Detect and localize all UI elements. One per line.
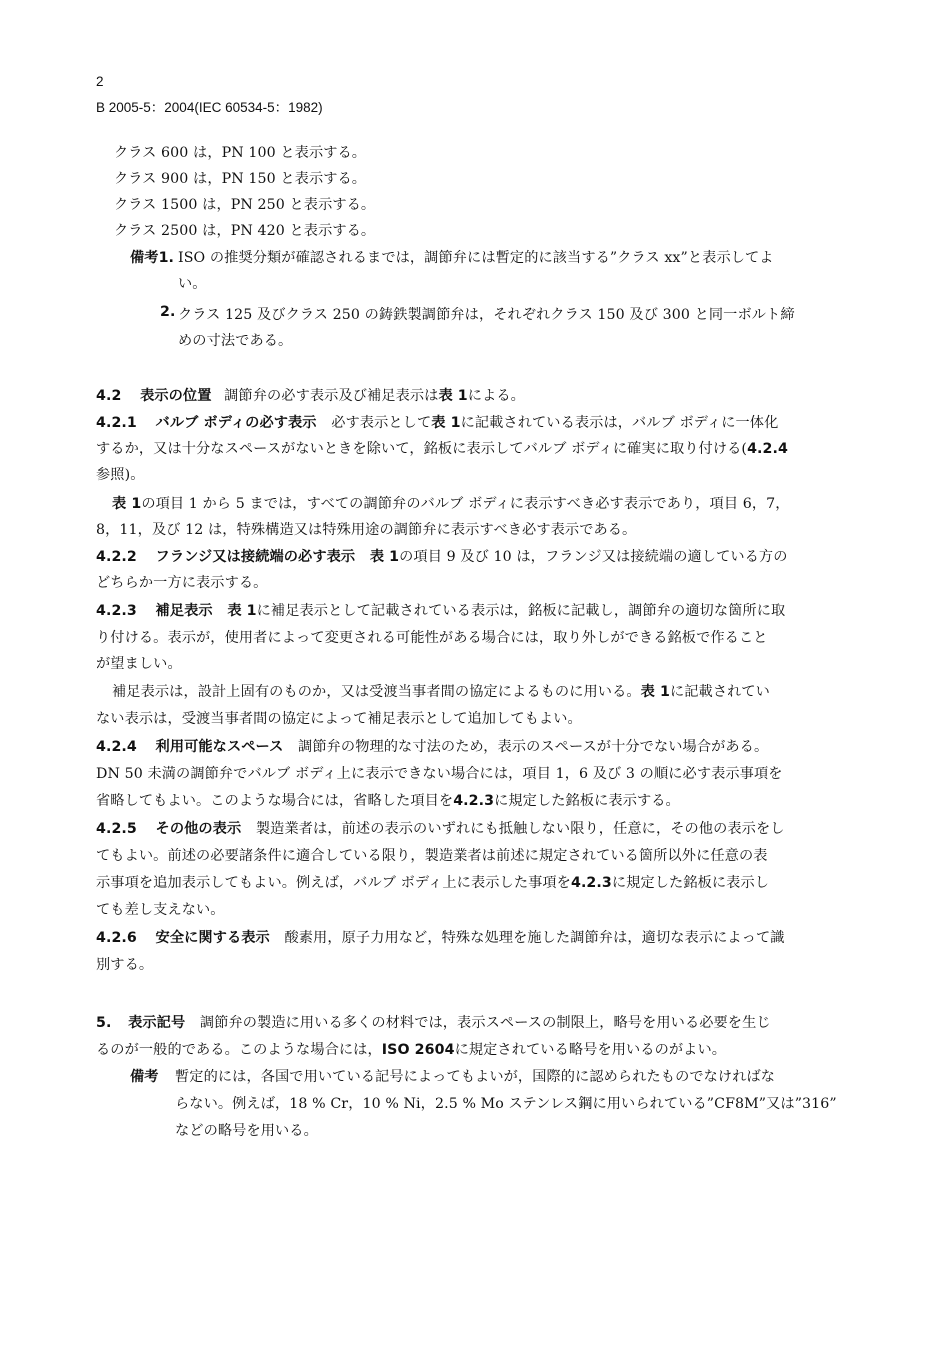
section-text: 省略してもよい。このような場合には，省略した項目を: [96, 793, 454, 809]
section-text: 示事項を追加表示してもよい。例えば，バルブ ボディ上に表示した事項を: [96, 875, 571, 891]
section-title: バルブ ボディの必す表示: [155, 415, 317, 431]
remark-text-4: めの寸法である。: [178, 333, 293, 349]
section-title: 表示記号: [128, 1015, 186, 1031]
section-4-2-1: [96, 412, 778, 432]
section-4-2-6-line2: 別する。: [96, 957, 154, 973]
section-5-line2: [96, 1039, 726, 1059]
section-text: 必す表示として: [331, 415, 432, 431]
class-line: クラス 1500 は，PN 250 と表示する。: [114, 197, 376, 213]
section-text: に補足表示として記載されている表示は，銘板に記載し，調節弁の適切な箇所に取: [256, 603, 786, 619]
section-number: 4.2: [96, 388, 122, 404]
section-4-2-3-para2-line2: ない表示は，受渡当事者間の協定によって補足表示として追加してもよい。: [96, 711, 582, 727]
section-number: 4.2.6: [96, 930, 137, 946]
section-text: 補足表示は，設計上固有のものか，又は受渡当事者間の協定によるものに用いる。: [112, 684, 641, 700]
section-4-2: [96, 385, 525, 405]
clause-ref: 4.2.3: [570, 875, 612, 891]
section-4-2-3: [96, 600, 785, 620]
class-line: クラス 900 は，PN 150 と表示する。: [114, 171, 367, 187]
remark-text-3: などの略号を用いる。: [175, 1123, 318, 1139]
table-ref: 表 1: [112, 496, 142, 512]
section-title: その他の表示: [155, 821, 242, 837]
remark-label: 備考1.: [130, 250, 175, 266]
class-line: クラス 2500 は，PN 420 と表示する。: [114, 223, 376, 239]
section-text: 調節弁の製造に用いる多くの材料では，表示スペースの制限上，略号を用いる必要を生じ: [199, 1015, 771, 1031]
remark-text-2: らない。例えば，18 % Cr，10 % Ni，2.5 % Mo ステンレス鋼に用いられている”CF8M”又は”316”: [175, 1096, 837, 1112]
section-title: 安全に関する表示: [155, 930, 270, 946]
section-text: に規定した銘板に表示し: [611, 875, 770, 891]
remark-label: 備考: [130, 1069, 159, 1085]
section-4-2-3-line3: が望ましい。: [96, 656, 182, 672]
section-title: フランジ又は接続端の必す表示: [155, 549, 356, 565]
section-4-2-2-line2: どちらか一方に表示する。: [96, 575, 268, 591]
section-4-2-6: [96, 927, 785, 947]
section-title: 表示の位置: [140, 388, 212, 404]
page-number: 2: [96, 74, 104, 89]
section-text: 酸素用，原子力用など，特殊な処理を施した調節弁は，適切な表示によって識: [284, 930, 785, 946]
section-4-2-4-line2: DN 50 未満の調節弁でバルブ ボディ上に表示できない場合には，項目 1，6 及び 3 の順に必す表示事項を: [96, 766, 783, 782]
section-number: 4.2.5: [96, 821, 137, 837]
section-text: に記載されている表示は，バルブ ボディに一体化: [460, 415, 779, 431]
section-4-2-1-para2: [112, 493, 790, 513]
standard-id: B 2005-5：2004(IEC 60534-5：1982): [96, 100, 323, 115]
remark-label-2: 2.: [160, 304, 176, 320]
section-title: 利用可能なスペース: [155, 739, 284, 755]
section-4-2-4-line3: [96, 790, 680, 810]
remark-text-3: クラス 125 及びクラス 250 の鋳鉄製調節弁は，それぞれクラス 150 及び 300 と同一ボルト締: [178, 307, 795, 323]
section-text: の項目 9 及び 10 は，フランジ又は接続端の適している方の: [399, 549, 788, 565]
section-text: 製造業者は，前述の表示のいずれにも抵触しない限り，任意に，その他の表示をし: [255, 821, 785, 837]
section-text: 調節弁の必す表示及び補足表示は: [224, 388, 439, 404]
section-text: による。: [467, 388, 525, 404]
iso-ref: ISO 2604: [381, 1042, 455, 1058]
remark-text-1: ISO の推奨分類が確認されるまでは，調節弁には暫定的に該当する”クラス xx”と表示してよ: [178, 250, 774, 266]
clause-ref: 4.2.4: [747, 441, 788, 457]
section-text: るのが一般的である。このような場合には，: [96, 1042, 382, 1058]
section-4-2-3-line2: り付ける。表示が，使用者によって変更される可能性がある場合には，取り外しができる銘板で作ること: [96, 630, 768, 646]
section-text: に規定した銘板に表示する。: [494, 793, 680, 809]
table-ref: 表 1: [438, 388, 468, 404]
table-ref: 表 1: [640, 684, 670, 700]
section-number: 4.2.3: [96, 603, 137, 619]
section-4-2-3-para2: [112, 681, 770, 701]
section-text: 調節弁の物理的な寸法のため，表示のスペースが十分でない場合がある。: [298, 739, 769, 755]
section-4-2-1-line3: 参照)。: [96, 467, 145, 483]
section-number: 4.2.2: [96, 549, 137, 565]
section-text: に記載されてい: [669, 684, 770, 700]
section-text: の項目 1 から 5 までは，すべての調節弁のバルブ ボディに表示すべき必す表示であり，項目 6，7，: [141, 496, 790, 512]
section-title: 補足表示: [155, 603, 213, 619]
section-text: に規定されている略号を用いるのがよい。: [454, 1042, 727, 1058]
section-4-2-2: [96, 546, 788, 566]
section-4-2-5-line4: ても差し支えない。: [96, 902, 225, 918]
section-4-2-1-line2: [96, 438, 788, 458]
clause-ref: 4.2.3: [453, 793, 495, 809]
section-number: 4.2.4: [96, 739, 137, 755]
table-ref: 表 1: [431, 415, 461, 431]
section-text: するか，又は十分なスペースがないときを除いて，銘板に表示してバルブ ボディに確実に取り付ける(: [96, 441, 748, 457]
section-number: 4.2.1: [96, 415, 137, 431]
class-line: クラス 600 は，PN 100 と表示する。: [114, 145, 367, 161]
remark-text-2: い。: [178, 276, 207, 292]
section-4-2-4: [96, 736, 768, 756]
section-4-2-1-para2-line2: 8，11，及び 12 は，特殊構造又は特殊用途の調節弁に表示すべき必す表示である。: [96, 522, 637, 538]
remark-text: [178, 247, 774, 267]
section-5: [96, 1012, 771, 1032]
section-4-2-5: [96, 818, 785, 838]
section-4-2-5-line2: てもよい。前述の必要諸条件に適合している限り，製造業者は前述に規定されている箇所以外に任意の表: [96, 848, 768, 864]
table-ref: 表 1: [227, 603, 257, 619]
section-number: 5.: [96, 1015, 112, 1031]
remark-text-1: 暫定的には，各国で用いている記号によってもよいが，国際的に認められたものでなければな: [175, 1069, 776, 1085]
section-4-2-5-line3: [96, 872, 769, 892]
table-ref: 表 1: [369, 549, 400, 565]
